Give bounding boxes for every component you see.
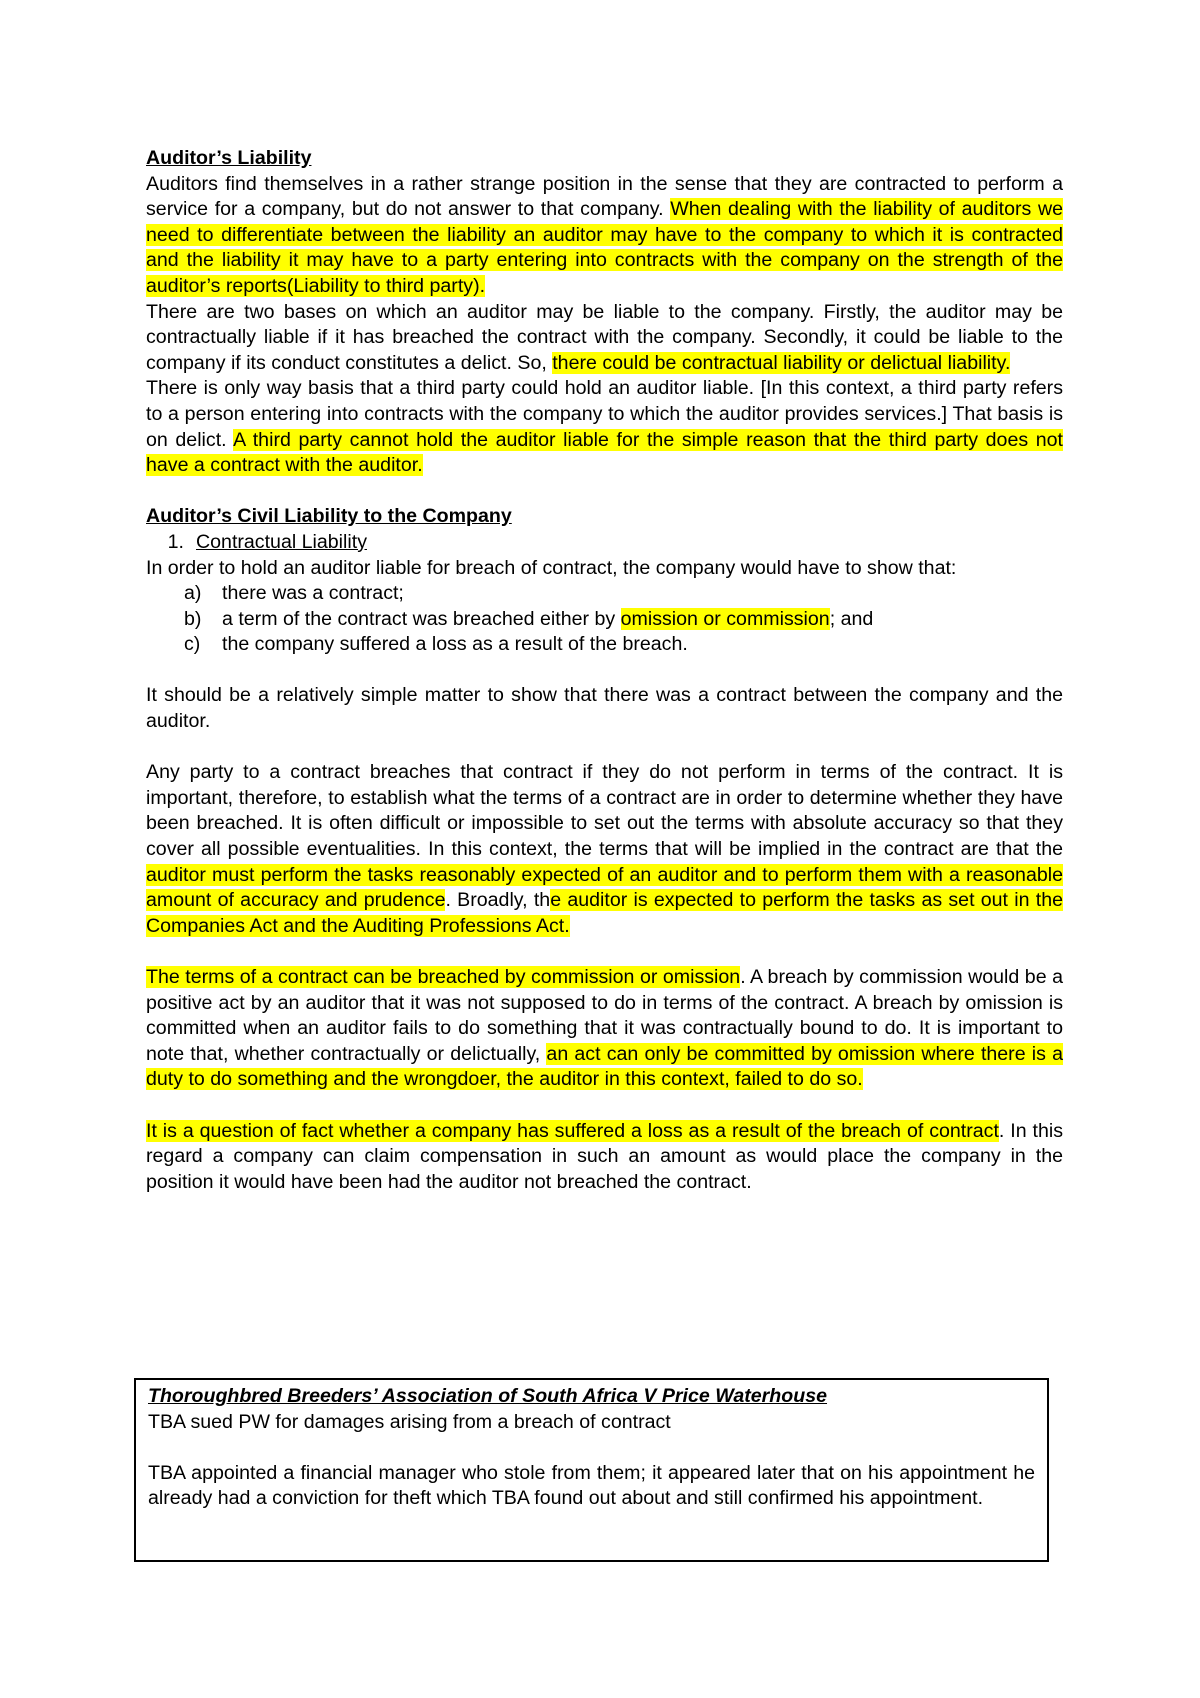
case-summary: TBA sued PW for damages arising from a breach of contract [148, 1410, 671, 1433]
heading-auditors-liability: Auditor’s Liability [146, 147, 312, 169]
list-item-c [146, 632, 1063, 658]
list-item-a [146, 581, 1063, 607]
heading-civil-liability: Auditor’s Civil Liability to the Company [146, 505, 512, 528]
list-text-b-post: ; and [829, 607, 874, 630]
highlight-breach-1: The terms of a contract can be breached by commission or omission [146, 966, 741, 988]
spacer [146, 939, 1063, 965]
list-marker-a: a) [184, 582, 202, 605]
paragraph-loss-text: . In this regard a company can claim compensation in such an amount as would place the company in the position it would have been had the auditor not breached the contract. [146, 1119, 1063, 1193]
paragraph-terms-text-2: . Broadly, th [445, 889, 551, 912]
paragraph-two-bases [146, 300, 1063, 377]
list-marker-c: c) [184, 633, 201, 656]
paragraph-third-party [146, 376, 1063, 478]
spacer [146, 658, 1063, 684]
highlight-two-bases: there could be contractual liability or delictual liability. [552, 351, 1011, 374]
highlight-intro: When dealing with the liability of auditors we need to differentiate between the liability an auditor may have to the company to which it is contracted and the liability it may have to a party entering into contracts with the company on the strength of the auditor’s reports(Liability to third party). [146, 198, 1063, 297]
paragraph-loss [146, 1119, 1063, 1196]
paragraph-third-party-text: There is only way basis that a third party could hold an auditor liable. [In this context, a third party refers to a person entering into contracts with the company to which the auditor provides services.] That basis is on delict. [146, 377, 1063, 451]
paragraph-terms [146, 760, 1063, 939]
case-box [134, 1378, 1049, 1562]
list-text-b [222, 607, 873, 633]
highlight-terms-1: auditor must perform the tasks reasonably expected of an auditor and to perform them with a reasonable amount of accuracy and prudence [146, 863, 1063, 912]
document-body [146, 146, 1063, 1195]
paragraph-breach [146, 965, 1063, 1093]
spacer [146, 1093, 1063, 1119]
highlight-loss: It is a question of fact whether a company has suffered a loss as a result of the breach of contract [146, 1119, 999, 1142]
spacer [146, 735, 1063, 761]
paragraph-intro [146, 172, 1063, 300]
paragraph-hold-liable: In order to hold an auditor liable for breach of contract, the company would have to show that: [146, 556, 957, 579]
paragraph-terms-text: Any party to a contract breaches that contract if they do not perform in terms of the contract. It is important, therefore, to establish what the terms of a contract are in order to determine whether they have been breached. It is often difficult or impossible to set out the terms with absolute accuracy so that they cover all possible eventualities. In this context, the terms that will be implied in the contract are that the [146, 761, 1063, 861]
paragraph-intro-text: Auditors find themselves in a rather strange position in the sense that they are contracted to perform a service for a company, but do not answer to that company. [146, 172, 1063, 221]
list-number: 1. [167, 530, 184, 553]
paragraph-breach-text: . A breach by commission would be a positive act by an auditor that it was not supposed to do in terms of the contract. A breach by omission is committed when an auditor fails to do something that it was contractually bound to do. It is important to note that, whether contractually or delictually, [146, 966, 1063, 1065]
spacer [148, 1435, 1035, 1461]
list-text-a: there was a contract; [222, 582, 404, 605]
paragraph-two-bases-text: There are two bases on which an auditor may be liable to the company. Firstly, the auditor may be contractually liable if it has breached the contract with the company. Secondly, it could be liable to the company if its conduct constitutes a delict. So, [146, 300, 1063, 374]
highlight-terms-2: e auditor is expected to perform the tasks as set out in the Companies Act and the Auditing Professions Act. [146, 889, 1063, 937]
numbered-item-contractual-liability [146, 530, 1063, 556]
case-title: Thoroughbred Breeders’ Association of South Africa V Price Waterhouse [148, 1385, 828, 1407]
spacer [146, 479, 1063, 505]
list-text-b-pre: a term of the contract was breached either by [222, 607, 621, 630]
case-facts: TBA appointed a financial manager who stole from them; it appeared later that on his appointment he already had a conviction for theft which TBA found out about and still confirmed his appointment. [148, 1461, 1035, 1510]
highlight-third-party: A third party cannot hold the auditor liable for the simple reason that the third party does not have a contract with the auditor. [146, 428, 1063, 477]
subheading-contractual-liability: Contractual Liability [196, 530, 367, 553]
list-marker-b: b) [184, 607, 202, 630]
highlight-list-b: omission or commission [620, 607, 830, 630]
highlight-breach-2: an act can only be committed by omission where there is a duty to do something and the wrongdoer, the auditor in this context, failed to do so. [146, 1042, 1063, 1091]
list-text-c: the company suffered a loss as a result of the breach. [222, 633, 688, 656]
paragraph-simple-matter: It should be a relatively simple matter to show that there was a contract between the company and the auditor. [146, 684, 1063, 733]
list-item-b [146, 607, 1063, 633]
